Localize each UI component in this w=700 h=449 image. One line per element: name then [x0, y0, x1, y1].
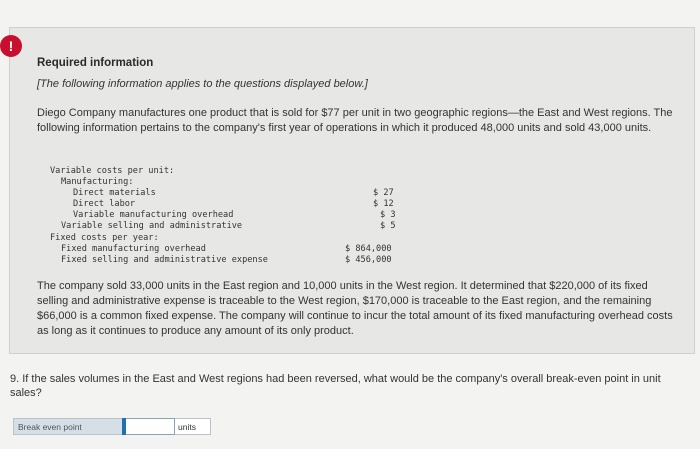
variable-mfg-overhead-value: $ 3 [380, 210, 396, 220]
break-even-label: Break even point [13, 418, 123, 435]
variable-sga-value: $ 5 [380, 221, 396, 231]
fixed-sga-value: $ 456,000 [345, 255, 392, 265]
variable-sga-label: Variable selling and administrative [61, 221, 243, 231]
fixed-mfg-overhead-value: $ 864,000 [345, 244, 392, 254]
input-focus-marker [122, 418, 126, 435]
fixed-sga-label: Fixed selling and administrative expense [61, 255, 268, 265]
closing-paragraph: The company sold 33,000 units in the East region and 10,000 units in the West region. It determined that $220,000 of its fixed selling and administrative expense is traceable to the West region, $170,000 is traceable to the East region, and the remaining $66,000 is a common fixed expense. The company will continue to incur the total amount of its fixed manufacturing overhead costs as long as it continues to produce any amount of its only product. [37, 280, 673, 337]
break-even-input[interactable] [123, 418, 175, 435]
fixed-costs-heading: Fixed costs per year: [50, 233, 159, 243]
units-label: units [175, 418, 211, 435]
manufacturing-heading: Manufacturing: [61, 177, 134, 187]
direct-labor-label: Direct labor [73, 199, 136, 209]
answer-row [13, 418, 211, 435]
fixed-mfg-overhead-label: Fixed manufacturing overhead [61, 244, 206, 254]
direct-materials-label: Direct materials [73, 188, 156, 198]
intro-paragraph: Diego Company manufactures one product that is sold for $77 per unit in two geographic regions—the East and West regions. The following information pertains to the company's first year of operations in which it produced 48,000 units and sold 43,000 units. [37, 107, 673, 134]
question-text: 9. If the sales volumes in the East and West regions had been reversed, what would be the company's overall break-even point in unit sales? [10, 373, 661, 399]
required-info-subtitle: [The following information applies to the questions displayed below.] [37, 78, 368, 90]
direct-labor-value: $ 12 [373, 199, 394, 209]
direct-materials-value: $ 27 [373, 188, 394, 198]
required-info-title: Required information [37, 57, 154, 69]
alert-icon: ! [0, 35, 22, 57]
variable-costs-heading: Variable costs per unit: [50, 166, 175, 176]
variable-mfg-overhead-label: Variable manufacturing overhead [73, 210, 234, 220]
